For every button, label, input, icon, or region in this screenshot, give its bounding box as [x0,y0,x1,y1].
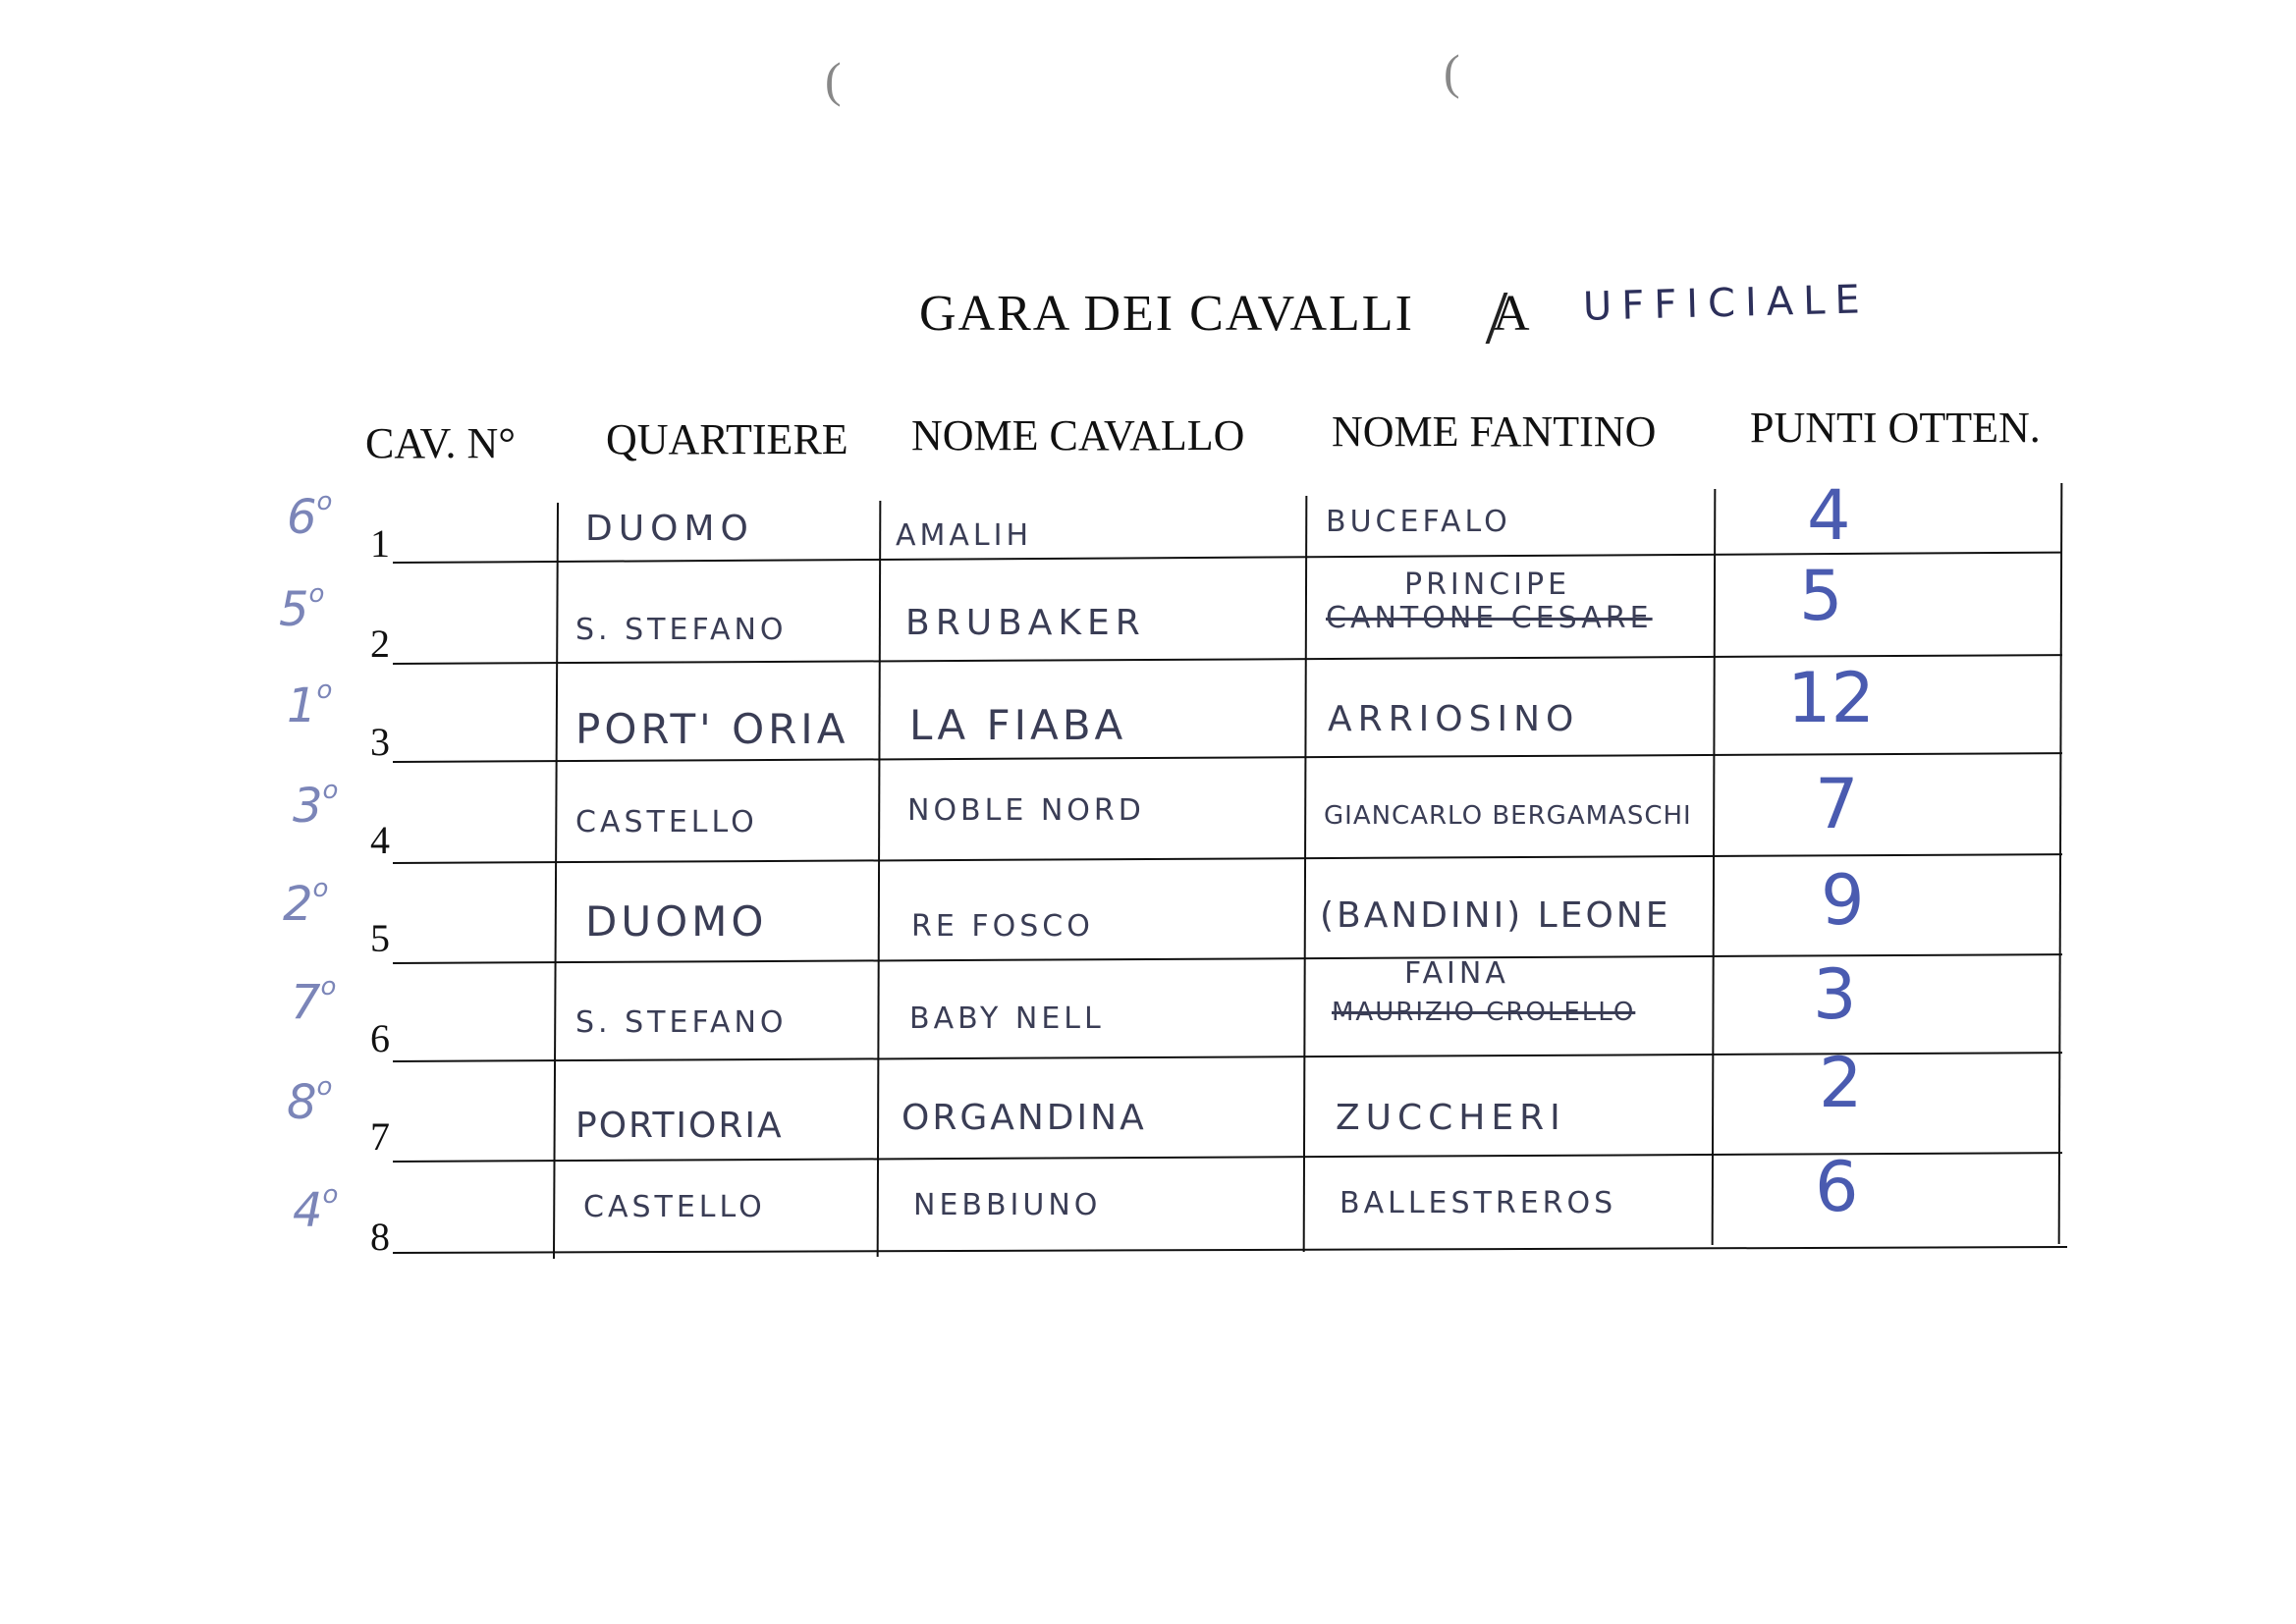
row-number: 2 [370,622,390,666]
row-line [393,1246,2067,1254]
points-cell: 9 [1821,860,1865,941]
points-cell: 3 [1813,954,1857,1035]
jockey-note: FAINA [1404,956,1509,991]
jockey-note: PRINCIPE [1404,568,1571,602]
jockey-cell-struck: CANTONE CESARE [1326,601,1653,635]
placement: 7$^o$ [291,972,337,1030]
row-number: 5 [370,916,390,960]
points-cell: 5 [1799,556,1843,636]
header-number: CAV. N° [365,419,516,467]
scan-mark: ( [1444,44,1460,99]
placement: 1$^o$ [287,676,333,733]
horse-cell: BABY NELL [909,1001,1105,1036]
horse-cell: RE FOSCO [911,909,1094,944]
document-title: GARA DEI CAVALLI [919,286,1414,342]
header-district: QUARTIERE [606,415,848,463]
row-line [393,853,2062,864]
jockey-cell: ARRIOSINO [1328,699,1580,739]
district-cell: S. STEFANO [575,613,788,647]
grid-line [1303,496,1308,1252]
placement: 3$^o$ [293,776,339,834]
title-struck-letter: A [1493,286,1530,342]
horse-cell: NEBBIUNO [913,1188,1102,1222]
header-points: PUNTI OTTEN. [1750,404,2041,452]
jockey-cell-struck: MAURIZIO CROLELLO [1332,998,1636,1027]
jockey-cell: (BANDINI) LEONE [1320,895,1671,936]
placement: 2$^o$ [283,874,329,932]
scan-mark: ( [825,52,842,107]
row-number: 8 [370,1215,390,1259]
points-cell: 4 [1807,475,1851,556]
district-cell: PORTIORIA [575,1106,784,1146]
jockey-cell: GIANCARLO BERGAMASCHI [1324,801,1692,831]
jockey-cell: BALLESTREROS [1339,1186,1617,1220]
horse-cell: LA FIABA [909,701,1127,749]
placement: 5$^o$ [279,579,325,637]
row-number: 3 [370,720,390,764]
grid-line [2058,483,2063,1244]
jockey-cell: BUCEFALO [1326,505,1511,539]
row-number: 4 [370,818,390,862]
header-jockey: NOME FANTINO [1332,407,1657,456]
horse-cell: BRUBAKER [905,603,1146,643]
row-line [393,953,2062,964]
row-number: 6 [370,1016,390,1060]
placement: 6$^o$ [287,487,333,545]
points-cell: 7 [1815,764,1859,844]
grid-line [553,503,559,1259]
district-cell: CASTELLO [583,1190,766,1224]
district-cell: CASTELLO [575,805,758,839]
row-line [393,752,2062,763]
placement: 4$^o$ [293,1180,339,1238]
jockey-cell: ZUCCHERI [1336,1098,1566,1138]
row-line [393,1052,2062,1062]
row-line [393,1152,2062,1163]
horse-cell: AMALIH [896,518,1033,553]
horse-cell: NOBLE NORD [907,793,1145,828]
district-cell: PORT' ORIA [575,705,849,753]
title-handwritten: UFFICIALE [1582,277,1871,330]
points-cell: 6 [1815,1147,1859,1227]
grid-line [877,501,882,1257]
row-number: 1 [370,521,390,566]
points-cell: 2 [1819,1043,1863,1123]
header-horse: NOME CAVALLO [911,411,1245,460]
row-number: 7 [370,1114,390,1159]
grid-line [1712,489,1717,1245]
district-cell: DUOMO [585,509,754,549]
district-cell: S. STEFANO [575,1005,788,1040]
points-cell: 12 [1787,658,1876,738]
placement: 8$^o$ [287,1072,333,1130]
district-cell: DUOMO [585,897,768,946]
horse-cell: ORGANDINA [902,1098,1147,1138]
